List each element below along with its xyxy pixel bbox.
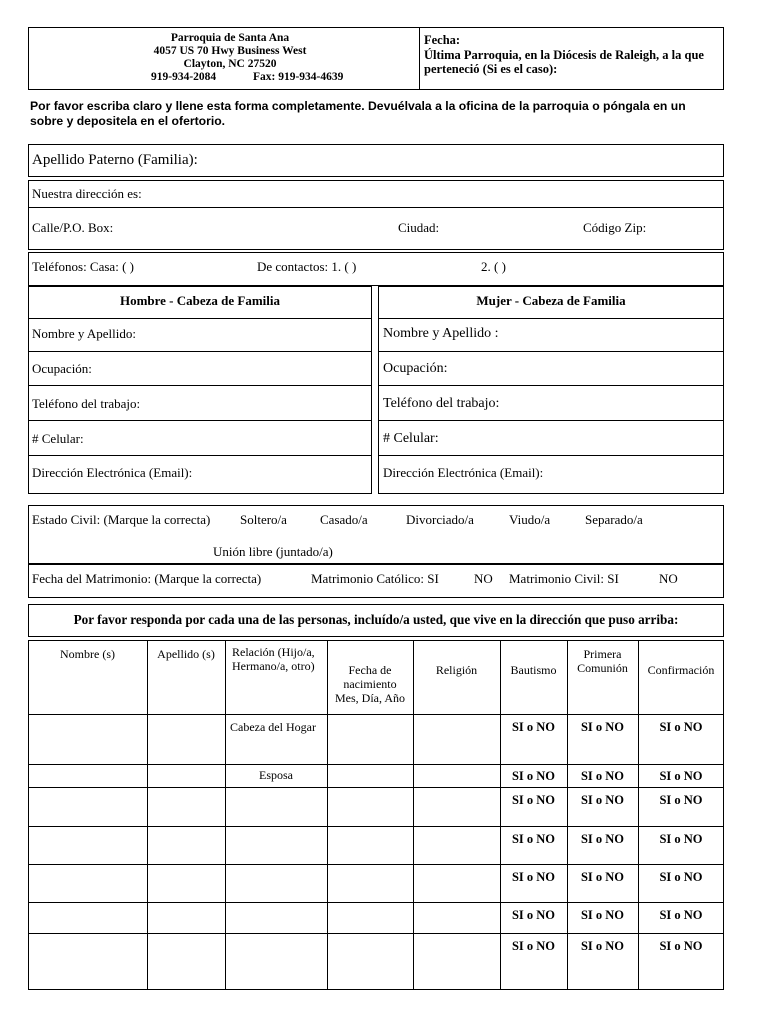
mujer-telefono-field[interactable]: Teléfono del trabajo: xyxy=(383,396,500,411)
confirmacion-yn-5[interactable]: SI o NO xyxy=(659,870,703,884)
comunion-yn-5[interactable]: SI o NO xyxy=(580,870,625,884)
hombre-line1 xyxy=(28,318,372,319)
confirmacion-yn-7[interactable]: SI o NO xyxy=(659,939,703,953)
bautismo-yn-5[interactable]: SI o NO xyxy=(511,870,556,884)
casado-option[interactable]: Casado/a xyxy=(320,512,368,527)
comunion-yn-4[interactable]: SI o NO xyxy=(580,832,625,846)
apellido-paterno-label: Apellido Paterno (Familia): xyxy=(32,152,198,168)
col-religion: Religión xyxy=(435,663,478,677)
bautismo-yn-2[interactable]: SI o NO xyxy=(511,769,556,783)
bautismo-yn-6[interactable]: SI o NO xyxy=(511,908,556,922)
bautismo-yn-1[interactable]: SI o NO xyxy=(511,720,556,734)
col-line-6 xyxy=(567,640,568,990)
parish-fax: Fax: 919-934-4639 xyxy=(253,71,344,83)
ciudad-field[interactable]: Ciudad: xyxy=(398,220,440,235)
address-line2: Clayton, NC 27520 xyxy=(183,58,277,70)
hombre-nombre-field[interactable]: Nombre y Apellido: xyxy=(32,326,136,341)
row-line-3 xyxy=(28,787,724,788)
household-instruction: Por favor responda por cada una de las personas, incluído/a usted, que vive en la dirección que puso arriba: xyxy=(73,612,679,627)
confirmacion-yn-3[interactable]: SI o NO xyxy=(659,793,703,807)
instructions-line2: sobre y depositela en el ofertorio. xyxy=(30,114,226,128)
telefono-casa-field[interactable]: Teléfonos: Casa: ( ) xyxy=(32,259,134,274)
col-fecha-1: Fecha de xyxy=(348,663,392,677)
soltero-option[interactable]: Soltero/a xyxy=(240,512,287,527)
row-line-2 xyxy=(28,764,724,765)
separado-option[interactable]: Separado/a xyxy=(585,512,643,527)
fecha-label: Fecha: xyxy=(424,33,461,47)
col-fecha-2: nacimiento xyxy=(343,677,397,691)
bautismo-yn-3[interactable]: SI o NO xyxy=(511,793,556,807)
matrimonio-civil-no[interactable]: NO xyxy=(659,571,678,586)
instructions-line1: Por favor escriba claro y llene esta forma completamente. Devuélvala a la oficina de la parroquia o póngala en un xyxy=(30,99,686,113)
row-label-esposa: Esposa xyxy=(259,768,293,782)
bautismo-yn-4[interactable]: SI o NO xyxy=(511,832,556,846)
contacto2-field[interactable]: 2. ( ) xyxy=(481,259,506,274)
hombre-celular-field[interactable]: # Celular: xyxy=(32,431,84,446)
col-line-7 xyxy=(638,640,639,990)
parish-name: Parroquia de Santa Ana xyxy=(170,32,290,44)
confirmacion-yn-4[interactable]: SI o NO xyxy=(659,832,703,846)
matrimonio-civil-si[interactable]: Matrimonio Civil: SI xyxy=(509,571,619,586)
hombre-line4 xyxy=(28,420,372,421)
address-line1: 4057 US 70 Hwy Business West xyxy=(153,45,307,57)
col-line-2 xyxy=(225,640,226,990)
row-line-4 xyxy=(28,826,724,827)
mujer-line5 xyxy=(378,455,724,456)
mujer-header: Mujer - Cabeza de Familia xyxy=(476,293,626,308)
divorciado-option[interactable]: Divorciado/a xyxy=(406,512,474,527)
row-line-1 xyxy=(28,714,724,715)
comunion-yn-7[interactable]: SI o NO xyxy=(580,939,625,953)
col-primera-2: Comunión xyxy=(577,661,628,675)
col-primera-1: Primera xyxy=(583,647,622,661)
mujer-nombre-field[interactable]: Nombre y Apellido : xyxy=(383,326,499,341)
header-divider xyxy=(419,27,420,90)
direccion-label: Nuestra dirección es: xyxy=(32,186,142,201)
comunion-yn-2[interactable]: SI o NO xyxy=(580,769,625,783)
viudo-option[interactable]: Viudo/a xyxy=(509,512,551,527)
col-relacion-2: Hermano/a, otro) xyxy=(232,659,315,673)
calle-field[interactable]: Calle/P.O. Box: xyxy=(32,220,114,235)
col-relacion-1: Relación (Hijo/a, xyxy=(232,645,315,659)
mujer-celular-field[interactable]: # Celular: xyxy=(383,431,439,446)
mujer-email-field[interactable]: Dirección Electrónica (Email): xyxy=(383,465,544,480)
hombre-telefono-field[interactable]: Teléfono del trabajo: xyxy=(32,396,141,411)
ultima-parroquia-label-2: perteneció (Si es el caso): xyxy=(424,62,558,76)
hombre-email-field[interactable]: Dirección Electrónica (Email): xyxy=(32,465,193,480)
comunion-yn-3[interactable]: SI o NO xyxy=(580,793,625,807)
col-line-1 xyxy=(147,640,148,990)
address-divider xyxy=(28,207,724,208)
col-line-5 xyxy=(500,640,501,990)
codigo-zip-field[interactable]: Código Zip: xyxy=(583,220,647,235)
col-apellido: Apellido (s) xyxy=(157,647,215,661)
bautismo-yn-7[interactable]: SI o NO xyxy=(511,939,556,953)
fecha-matrimonio-label: Fecha del Matrimonio: (Marque la correcta) xyxy=(32,571,262,586)
union-libre-option[interactable]: Unión libre (juntado/a) xyxy=(213,544,333,559)
parish-phone: 919-934-2084 xyxy=(151,71,217,83)
hombre-line3 xyxy=(28,385,372,386)
col-line-4 xyxy=(413,640,414,990)
comunion-yn-1[interactable]: SI o NO xyxy=(580,720,625,734)
hombre-ocupacion-field[interactable]: Ocupación: xyxy=(32,361,92,376)
mujer-ocupacion-field[interactable]: Ocupación: xyxy=(383,361,448,376)
confirmacion-yn-1[interactable]: SI o NO xyxy=(659,720,703,734)
row-line-6 xyxy=(28,902,724,903)
comunion-yn-6[interactable]: SI o NO xyxy=(580,908,625,922)
col-fecha-3: Mes, Día, Año xyxy=(335,691,405,705)
col-confirmacion: Confirmación xyxy=(647,663,715,677)
row-label-cabeza: Cabeza del Hogar xyxy=(230,720,316,734)
matrimonio-catolico-si[interactable]: Matrimonio Católico: SI xyxy=(311,571,439,586)
confirmacion-yn-6[interactable]: SI o NO xyxy=(659,908,703,922)
ultima-parroquia-label: Última Parroquia, en la Diócesis de Raleigh, a la que xyxy=(424,48,704,62)
row-line-5 xyxy=(28,864,724,865)
mujer-line1 xyxy=(378,318,724,319)
confirmacion-yn-2[interactable]: SI o NO xyxy=(659,769,703,783)
estado-civil-label: Estado Civil: (Marque la correcta) xyxy=(32,512,211,527)
matrimonio-catolico-no[interactable]: NO xyxy=(474,571,493,586)
row-line-7 xyxy=(28,933,724,934)
hombre-header: Hombre - Cabeza de Familia xyxy=(119,293,281,308)
col-bautismo: Bautismo xyxy=(510,663,557,677)
col-nombre: Nombre (s) xyxy=(60,647,115,661)
hombre-line5 xyxy=(28,455,372,456)
mujer-line2 xyxy=(378,351,724,352)
hombre-line2 xyxy=(28,351,372,352)
mujer-line3 xyxy=(378,385,724,386)
mujer-line4 xyxy=(378,420,724,421)
contacto1-field[interactable]: De contactos: 1. ( ) xyxy=(257,259,357,274)
